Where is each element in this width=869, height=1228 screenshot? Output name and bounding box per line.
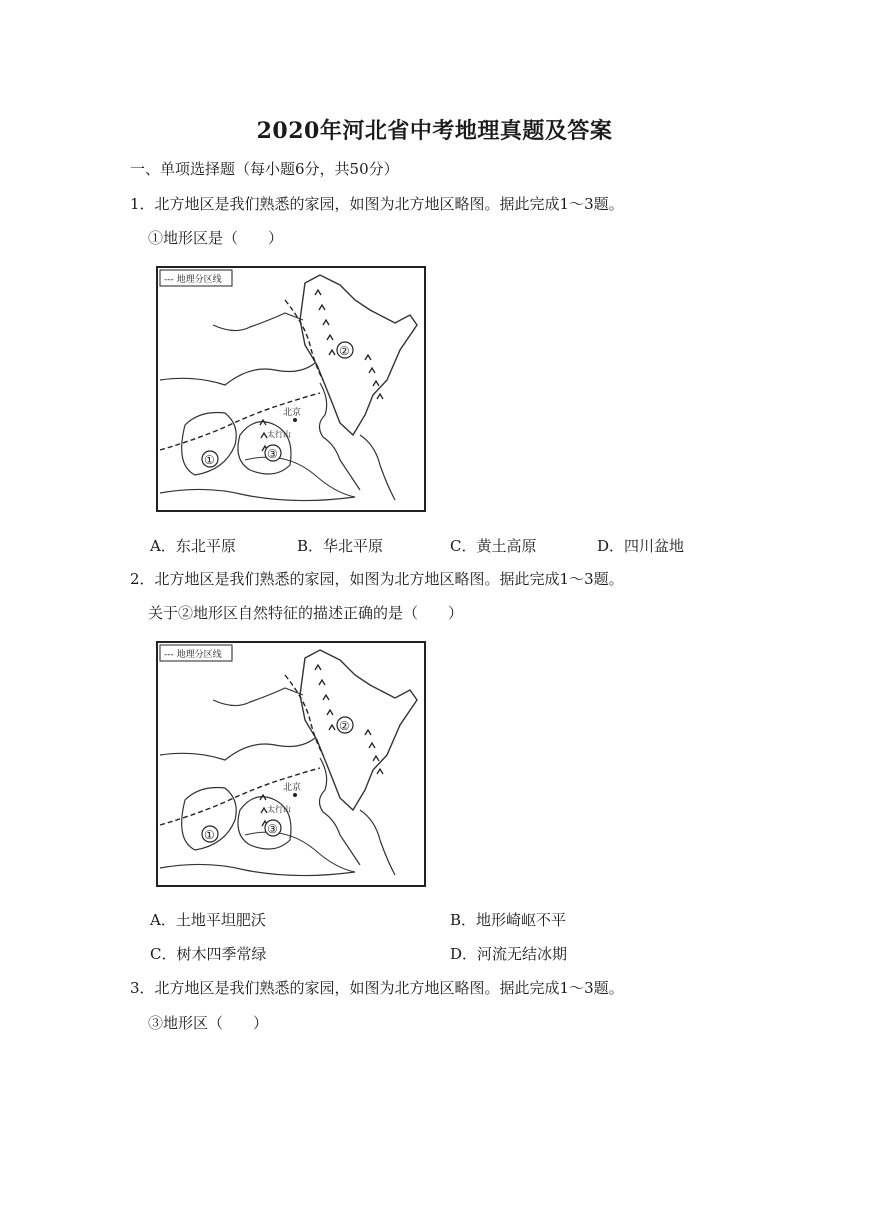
beijing-dot xyxy=(293,793,297,797)
map-label-beijing: 北京 xyxy=(283,408,302,418)
coast-line xyxy=(360,810,395,875)
coast-line xyxy=(319,383,360,490)
river-line xyxy=(245,832,355,872)
north-china-map-1 xyxy=(155,265,430,515)
map-svg xyxy=(155,640,430,890)
map-label-mountain: 太行山 xyxy=(267,805,291,814)
q2-option-c: C．树木四季常绿 xyxy=(150,945,267,963)
northeast-outline xyxy=(300,650,417,810)
river-line xyxy=(160,864,355,875)
q1-option-d: D．四川盆地 xyxy=(597,537,685,555)
mountain-symbols xyxy=(365,730,383,774)
beijing-dot xyxy=(293,418,297,422)
q1-option-c: C．黄土高原 xyxy=(450,537,537,555)
map-label-r1: ① xyxy=(204,453,215,467)
border-line xyxy=(160,738,315,760)
map-label-r3: ③ xyxy=(267,822,278,836)
q1-option-a: A．东北平原 xyxy=(150,537,236,555)
q1-option-b: B．华北平原 xyxy=(297,537,384,555)
page-title: 2020年河北省中考地理真题及答案 xyxy=(256,118,613,144)
q2-option-a: A．土地平坦肥沃 xyxy=(150,911,266,929)
map-label-r3: ③ xyxy=(267,447,278,461)
map-label-beijing: 北京 xyxy=(283,783,302,793)
map-label-r2: ② xyxy=(339,719,350,733)
question-3-stem: 3．北方地区是我们熟悉的家园，如图为北方地区略图。据此完成1～3题。 xyxy=(130,979,624,997)
question-3-sub: ③地形区（ ） xyxy=(148,1014,269,1032)
river-line xyxy=(160,489,355,500)
map-label-mountain: 太行山 xyxy=(267,430,291,439)
map-legend: --- 地理分区线 xyxy=(164,275,222,285)
map-label-r1: ① xyxy=(204,828,215,842)
section-heading: 一、单项选择题（每小题6分，共50分） xyxy=(130,160,399,178)
map-svg xyxy=(155,265,430,515)
question-1-stem: 1．北方地区是我们熟悉的家园，如图为北方地区略图。据此完成1～3题。 xyxy=(130,195,624,213)
mountain-symbols xyxy=(365,355,383,399)
question-2-sub: 关于②地形区自然特征的描述正确的是（ ） xyxy=(148,604,464,622)
question-1-sub: ①地形区是（ ） xyxy=(148,229,284,247)
map-label-r2: ② xyxy=(339,344,350,358)
mountain-symbols xyxy=(315,290,335,355)
q2-option-d: D．河流无结冰期 xyxy=(450,945,568,963)
northeast-outline xyxy=(300,275,417,435)
border-line xyxy=(213,313,303,331)
river-line xyxy=(245,457,355,497)
question-2-stem: 2．北方地区是我们熟悉的家园，如图为北方地区略图。据此完成1～3题。 xyxy=(130,570,624,588)
border-line xyxy=(160,363,315,385)
north-china-map-2 xyxy=(155,640,430,890)
coast-line xyxy=(360,435,395,500)
q2-option-b: B．地形崎岖不平 xyxy=(450,911,567,929)
map-legend: --- 地理分区线 xyxy=(164,650,222,660)
mountain-symbols xyxy=(315,665,335,730)
coast-line xyxy=(319,758,360,865)
border-line xyxy=(213,688,303,706)
